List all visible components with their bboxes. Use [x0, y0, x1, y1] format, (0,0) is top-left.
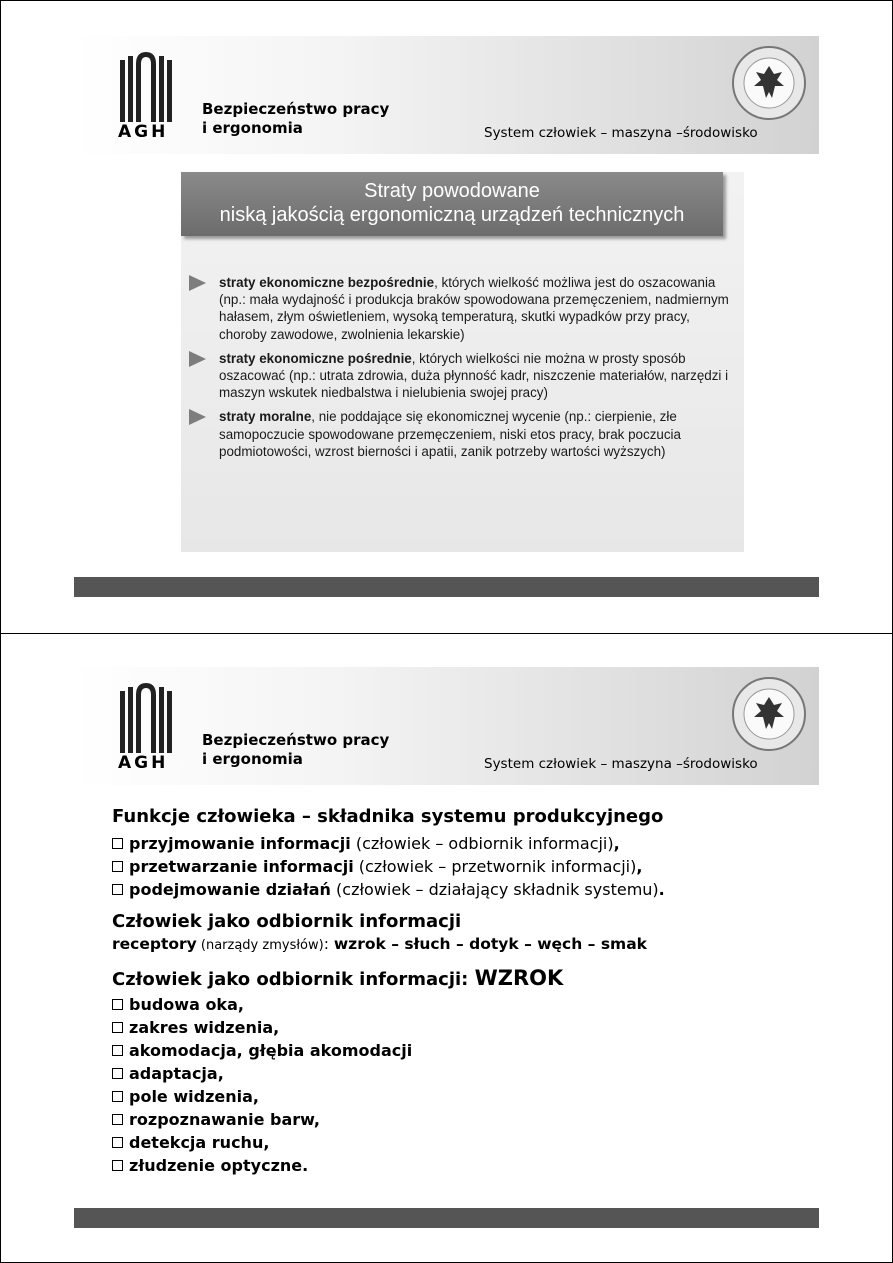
vision-item: adaptacja, [112, 1062, 812, 1085]
vision-item: złudzenie optyczne. [112, 1154, 812, 1177]
slide1-header [74, 36, 819, 154]
slide2-content [112, 806, 812, 1177]
faculty-seal-icon [730, 44, 808, 122]
checkbox-bullet-icon [112, 1068, 123, 1079]
receptors-line: receptory (narządy zmysłów): wzrok – słuch – dotyk – węch – smak [112, 935, 647, 953]
slide1-bullets [189, 274, 739, 467]
checkbox-bullet-icon [112, 1160, 123, 1171]
checkbox-bullet-icon [112, 1137, 123, 1148]
bullet-moral-losses: straty moralne, nie poddające się ekonomicznej wycenie (np.: cierpienie, złe samopoczucie spowodowane przemęczeniem, niski etos pracy, brak poczucia podmiotowości, wzrost bierności i apatii, zanik potrzeby wartości wyższych) [189, 408, 739, 460]
checkbox-bullet-icon [112, 1091, 123, 1102]
agh-text: AGH [118, 753, 169, 773]
checkbox-bullet-icon [112, 1045, 123, 1056]
vision-item: akomodacja, głębia akomodacji [112, 1039, 812, 1062]
slide1-footer-bar [74, 577, 819, 597]
slide2-header [74, 667, 819, 785]
checkbox-bullet-icon [112, 861, 123, 872]
course-title: Bezpieczeństwo pracy i ergonomia [202, 731, 390, 768]
bullet-direct-losses: straty ekonomiczne bezpośrednie, których wielkość możliwa jest do oszacowania (np.: mała wydajność i produkcja braków spowodowana przemęczeniem, nadmiernym hałasem, złym oświetleniem, wysoką temperaturą, skutki wypadków przy pracy, choroby zawodowe, zwolnienia lekarskie) [189, 274, 739, 343]
function-item: przyjmowanie informacji (człowiek – odbiornik informacji), [112, 832, 812, 855]
function-item: podejmowanie działań (człowiek – działający składnik systemu). [112, 878, 812, 901]
receiver-heading: Człowiek jako odbiornik informacji [112, 911, 462, 932]
vision-item: zakres widzenia, [112, 1016, 812, 1039]
agh-logo-icon [118, 681, 174, 753]
vision-item: detekcja ruchu, [112, 1131, 812, 1154]
vision-item: budowa oka, [112, 993, 812, 1016]
checkbox-bullet-icon [112, 1022, 123, 1033]
arrow-bullet-icon [189, 275, 206, 291]
course-title: Bezpieczeństwo pracy i ergonomia [202, 100, 390, 137]
faculty-seal-icon [730, 675, 808, 753]
slide1-panel [181, 172, 744, 552]
checkbox-bullet-icon [112, 838, 123, 849]
slide1-title: Straty powodowane niską jakością ergonomiczną urządzeń technicznych [181, 172, 723, 236]
arrow-bullet-icon [189, 409, 206, 425]
checkbox-bullet-icon [112, 884, 123, 895]
slide2-footer-bar [74, 1208, 819, 1228]
slide-subtitle: System człowiek – maszyna –środowisko [484, 756, 758, 772]
function-item: przetwarzanie informacji (człowiek – przetwornik informacji), [112, 855, 812, 878]
checkbox-bullet-icon [112, 1114, 123, 1125]
checkbox-bullet-icon [112, 999, 123, 1010]
slide-subtitle: System człowiek – maszyna –środowisko [484, 125, 758, 141]
vision-heading: Człowiek jako odbiornik informacji: WZROK [112, 966, 564, 990]
bullet-indirect-losses: straty ekonomiczne pośrednie, których wielkości nie można w prosty sposób oszacować (np.: utrata zdrowia, duża płynność kadr, niszczenie materiałów, narzędzi i maszyn wskutek niedbalstwa i nielubienia swojej pracy) [189, 350, 739, 402]
arrow-bullet-icon [189, 351, 206, 367]
agh-text: AGH [118, 122, 169, 142]
vision-item: rozpoznawanie barw, [112, 1108, 812, 1131]
vision-item: pole widzenia, [112, 1085, 812, 1108]
functions-heading: Funkcje człowieka – składnika systemu produkcyjnego [112, 806, 664, 827]
agh-logo-icon [118, 50, 174, 122]
